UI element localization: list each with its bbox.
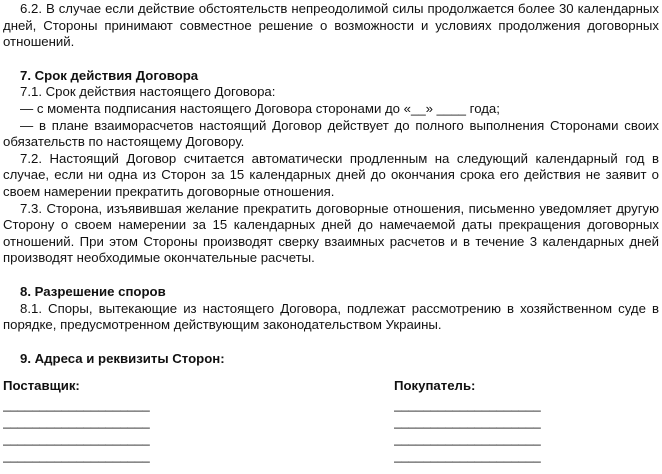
supplier-title: Поставщик:	[3, 378, 80, 394]
clause-7-3: 7.3. Сторона, изъявившая желание прекратить договорные отношения, письменно уведомляет другую Сторону о своем намерении за 15 календарных дней до намечаемой даты прекращения договорных отношений. При этом Стороны производят сверку взаимных расчетов и в течение 3 календарных дней производят необходимые окончательные расчеты.	[3, 200, 659, 266]
supplier-blank-line: ____________________	[3, 413, 150, 429]
clause-7-2: 7.2. Настоящий Договор считается автоматически продленным на следующий календарный год в случае, если ни одна из Сторон за 15 календарных дней до окончания срока его действия не заявит о своем намерении прекратить договорные отношения.	[3, 150, 659, 199]
supplier-blank-line: ____________________	[3, 430, 150, 446]
buyer-column	[394, 378, 659, 464]
clause-7-1: 7.1. Срок действия настоящего Договора:	[20, 84, 276, 100]
signature-block	[3, 378, 659, 464]
buyer-blank-line: ____________________	[394, 447, 541, 463]
section-7-heading: 7. Срок действия Договора	[20, 67, 199, 83]
supplier-blank-line: ____________________	[3, 396, 150, 412]
buyer-blank-line: ____________________	[394, 396, 541, 412]
buyer-blank-line: ____________________	[394, 430, 541, 446]
clause-7-1-item-1: — с момента подписания настоящего Договора сторонами до «__» ____ года;	[20, 100, 500, 116]
supplier-blank-line: ____________________	[3, 447, 150, 463]
supplier-column	[3, 378, 394, 464]
section-8-heading: 8. Разрешение споров	[20, 283, 166, 299]
contract-document	[3, 1, 659, 464]
clause-7-1-item-2: — в плане взаиморасчетов настоящий Договор действует до полного выполнения Сторонами своих обязательств по настоящему Договору.	[3, 117, 659, 150]
clause-8-1: 8.1. Споры, вытекающие из настоящего Договора, подлежат рассмотрению в хозяйственном суде в порядке, предусмотренном действующим законодательством Украины.	[3, 300, 659, 333]
buyer-blank-line: ____________________	[394, 413, 541, 429]
section-9-heading: 9. Адреса и реквизиты Сторон:	[20, 350, 225, 366]
clause-6-2: 6.2. В случае если действие обстоятельств непреодолимой силы продолжается более 30 календарных дней, Стороны принимают совместное решение о возможности и условиях продолжения договорных отношений.	[3, 1, 659, 50]
buyer-title: Покупатель:	[394, 378, 476, 394]
